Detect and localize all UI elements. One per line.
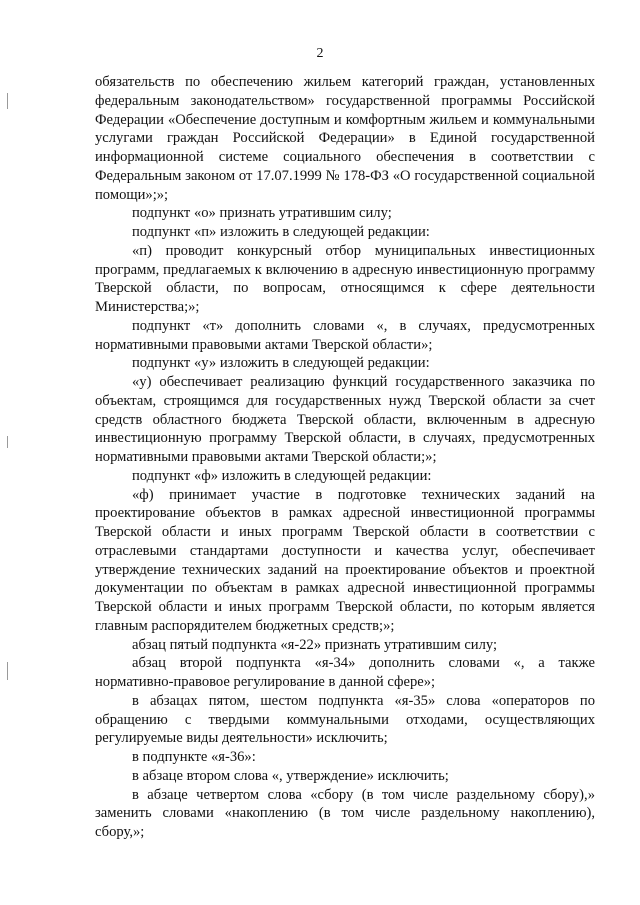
- paragraph: в подпункте «я-36»:: [132, 749, 256, 765]
- paragraph: абзац второй подпункта «я-34» дополнить словами «, а также нормативно-правовое регулирование в данной сфере»;: [95, 655, 595, 690]
- paragraph: обязательств по обеспечению жильем категорий граждан, установленных федеральным законодательством» государственной программы Российской Федерации «Обеспечение доступным и комфортным жильем и коммунальными услугами граждан Российской Федерации» в Единой государственной информационной системе социального обеспечения в соответствии с Федеральным законом от 17.07.1999 № 178-ФЗ «О государственной социальной помощи»;»;: [95, 74, 595, 203]
- paragraph: подпункт «т» дополнить словами «, в случаях, предусмотренных нормативными правовыми актами Тверской области»;: [95, 317, 595, 353]
- scan-margin-mark: [7, 93, 8, 109]
- paragraph: в абзаце втором слова «, утверждение» исключить;: [132, 767, 449, 784]
- scan-margin-mark: [7, 436, 8, 448]
- paragraph: абзац пятый подпункта «я-22» признать утратившим силу;: [132, 636, 498, 653]
- paragraph: подпункт «о» признать утратившим силу;: [132, 205, 392, 222]
- paragraph: «у) обеспечивает реализацию функций государственного заказчика по объектам, строящимся для государственных нужд Тверской области за счет средств областного бюджета Тверской области, включенным в адресную инвестиционную программу Тверской области, в случаях, предусмотренных нормативными правовыми актами Тверской области;»;: [95, 374, 595, 465]
- scan-margin-mark: [7, 662, 8, 680]
- page-number: 2: [316, 46, 324, 61]
- document-body: [95, 73, 595, 842]
- paragraph: «ф) принимает участие в подготовке технических заданий на проектирование объектов в рамках адресной инвестиционной программы Тверской области и иных программ Тверской области в соответствии с отраслевыми стандартами доступности и качества услуг, обеспечивает утверждение технических заданий на проектирование объектов и проектной документации по объектам в рамках адресной инвестиционной программы Тверской области и иных программ Тверской области, по которым является главным распорядителем бюджетных средств;»;: [95, 486, 595, 634]
- paragraph: подпункт «п» изложить в следующей редакции:: [132, 224, 430, 240]
- paragraph: подпункт «ф» изложить в следующей редакции:: [132, 467, 432, 484]
- paragraph: «п) проводит конкурсный отбор муниципальных инвестиционных программ, предлагаемых к включению в адресную инвестиционную программу Тверской области, по вопросам, относящимся к сфере деятельности Министерства;»;: [95, 242, 595, 315]
- paragraph: в абзацах пятом, шестом подпункта «я-35» слова «операторов по обращению с твердыми коммунальными отходами, осуществляющих регулируемые виды деятельности» исключить;: [95, 692, 595, 747]
- paragraph: в абзаце четвертом слова «сбору (в том числе раздельному сбору),» заменить словами «накоплению (в том числе раздельному накоплению), сбору,»;: [95, 786, 595, 840]
- paragraph: подпункт «у» изложить в следующей редакции:: [132, 355, 430, 372]
